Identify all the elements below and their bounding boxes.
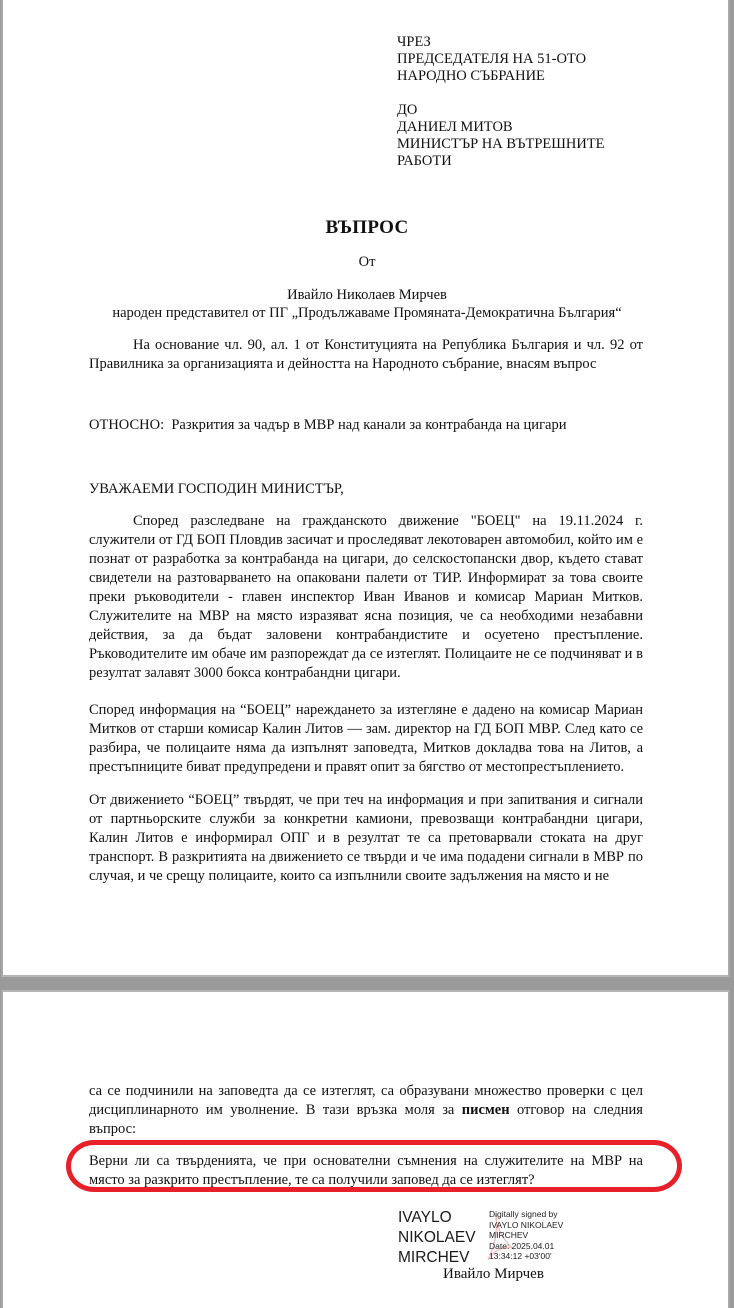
recipient-to-line: ДО <box>397 102 418 118</box>
body-paragraph: Според информация на “БОЕЦ” нареждането за изтегляне е дадено на комисар Мариан Митков от старши комисар Калин Литов — зам. директор на ГД БОП МВР. След като се разбира, че полицаите няма да изпълнят заповедта, Митков докладва това на Литов, а престъпниците биват предупредени и правят опит за бягство от местопрестъплението. <box>89 702 643 775</box>
signature-name <box>398 1208 476 1268</box>
signatory-printed-name: Ивайло Мирчев <box>443 1266 544 1282</box>
from-label: От <box>358 254 376 270</box>
digital-signature-details <box>489 1209 563 1262</box>
recipient-via-line: ПРЕДСЕДАТЕЛЯ НА 51-ОТО <box>397 51 587 67</box>
question-text: Верни ли са твърденията, че при основателни съмнения на служителите на МВР на място за разкрито престъпление, те са получили заповед да се изтеглят? <box>89 1153 643 1188</box>
subject-label: ОТНОСНО: <box>89 417 165 433</box>
recipient-to-line: РАБОТИ <box>397 153 452 169</box>
signature-detail-line: IVAYLO NIKOLAEV <box>489 1219 564 1230</box>
author-role: народен представител от ПГ „Продължаваме Промяната-Демократична България“ <box>112 305 622 321</box>
salutation: УВАЖАЕМИ ГОСПОДИН МИНИСТЪР, <box>89 481 344 497</box>
document-title: ВЪПРОС <box>325 217 409 238</box>
body-paragraph: От движението “БОЕЦ” твърдят, че при теч на информация и при запитвания и сигнали от партньорските служби за конкретни камиони, превозващи контрабандни цигари, Калин Литов е информирал ОПГ и в резултат те са претоварвали стоката на друг транспорт. В разкритията на движението се твърди и че има подадени сигнали в МВР по случая, и че срещу полицаите, които са изпълнили своите задължения на място и не <box>89 792 643 884</box>
emphasized-word: писмен <box>461 1102 510 1118</box>
recipient-via-line: ЧРЕЗ <box>397 34 431 50</box>
subject-text: Разкрития за чадър в МВР над канали за контрабанда на цигари <box>171 417 567 433</box>
red-highlight-annotation <box>66 1140 682 1192</box>
page-separator <box>0 977 734 990</box>
author-block <box>0 286 734 322</box>
signature-name-line: NIKOLAEV <box>398 1229 476 1246</box>
legal-basis: На основание чл. 90, ал. 1 от Конституцията на Република България и чл. 92 от Правилника за организацията и дейността на Народното събрание, внасям въпрос <box>89 337 643 372</box>
signature-name-line: MIRCHEV <box>398 1249 470 1266</box>
subject-line <box>89 416 643 435</box>
recipient-to-line: МИНИСТЪР НА ВЪТРЕШНИТЕ <box>397 136 605 152</box>
recipient-to-line: ДАНИЕЛ МИТОВ <box>397 119 513 135</box>
signature-detail-line: MIRCHEV <box>489 1230 529 1240</box>
body-text: отговор на следния въпрос: <box>89 1102 643 1137</box>
body-paragraph-continued <box>89 1082 643 1139</box>
author-name: Ивайло Николаев Мирчев <box>287 287 447 303</box>
signature-detail-line: 13:34:12 +03'00' <box>489 1251 552 1261</box>
signature-detail-line: Digitally signed by <box>489 1209 558 1219</box>
body-text: са се подчинили на заповедта да се изтеглят, са образувани множество проверки с цел дисциплинарното им уволнение. В тази връзка моля за <box>89 1083 643 1118</box>
body-paragraph: Според разследване на гражданското движение "БОЕЦ" на 19.11.2024 г. служители от ГД БОП Пловдив засичат и проследяват лекотоварен автомобил, който им е познат от разработка за контрабанда на цигари, до селскостопански двор, където стават свидетели на разтоварването на опаковани палети от ТИР. Информират за това своите преки ръководители - главен инспектор Иван Иванов и комисар Мариан Митков. Служителите на МВР на място изразяват ясна позиция, че са необходими незабавни действия, за да бъдат заловени контрабандистите и осуетено престъпление. Ръководителите им обаче им разпореждат да се изтеглят. Полицаите не се подчиняват и в резултат залавят 3000 бокса контрабандни цигари. <box>89 513 643 681</box>
recipient-via-line: НАРОДНО СЪБРАНИЕ <box>397 68 545 84</box>
recipient-block <box>397 34 605 170</box>
signature-name-line: IVAYLO <box>398 1209 452 1226</box>
signature-detail-line: Date: 2025.04.01 <box>489 1240 555 1251</box>
